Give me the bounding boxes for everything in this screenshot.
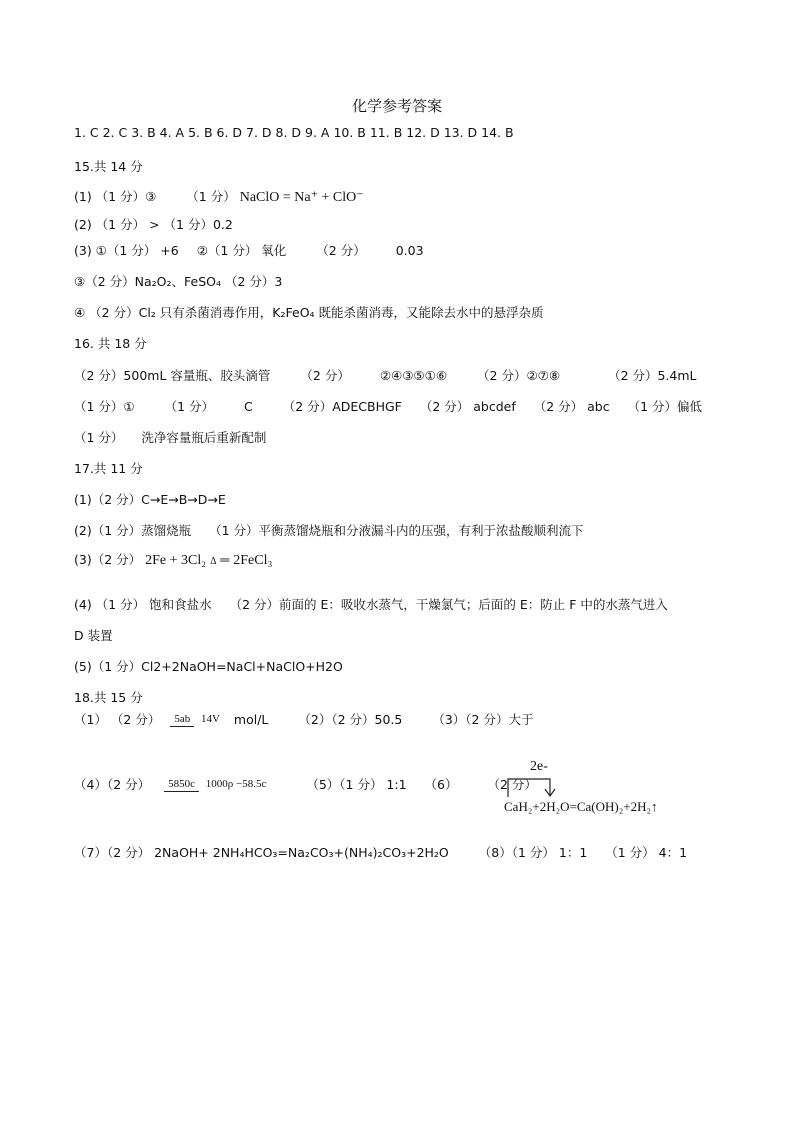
q17-reactants: 2Fe + 3Cl₂ (145, 553, 207, 568)
q18-l1b: （2）（2 分）50.5 (298, 712, 403, 727)
q16-line-2 (74, 397, 702, 415)
q18-fraction-1 (170, 712, 224, 727)
q16-l2d: （2 分）ADECBHGF (282, 399, 402, 414)
q15-l5: ④ （2 分）Cl₂ 只有杀菌消毒作用，K₂FeO₄ 既能杀菌消毒，又能除去水中的悬浮杂质 (74, 305, 544, 320)
q16-l1d: （2 分）②⑦⑧ (477, 368, 561, 383)
q15-line-1 (74, 187, 364, 206)
q15-header (74, 157, 143, 175)
q18-line-3 (74, 843, 687, 861)
q16-header-text: 16. 共 18 分 (74, 336, 147, 351)
q17-l3a: (3)（2 分） (74, 552, 142, 567)
q17-heat-sign (210, 552, 230, 567)
q17-header (74, 459, 143, 477)
q18-l2a: （4）（2 分） (74, 777, 151, 792)
q16-l1e: （2 分）5.4mL (608, 368, 697, 383)
q17-header-text: 17.共 11 分 (74, 461, 143, 476)
q16-l3b: 洗净容量瓶后重新配制 (141, 430, 267, 445)
q15-line-2 (74, 215, 233, 233)
mc-text: 1. C 2. C 3. B 4. A 5. B 6. D 7. D 8. D 9. A 10. B 11. B 12. D 13. D 14. B (74, 125, 514, 140)
q17-line-2 (74, 521, 584, 539)
page-title: 化学参考答案 (351, 97, 442, 115)
q15-l2: (2) （1 分） > （1 分）0.2 (74, 217, 233, 232)
q18-line-2 (74, 775, 537, 793)
multiple-choice-answers (74, 125, 514, 140)
q15-l3a: (3) ①（1 分） +6 (74, 243, 179, 258)
q16-line-3 (74, 428, 266, 446)
q17-line-4 (74, 595, 668, 613)
equals-symbol: ═ (220, 552, 230, 567)
q18-l1-unit: mol/L (233, 711, 269, 727)
q16-l1c: ②④③⑤①⑥ (379, 368, 448, 383)
q15-line-5 (74, 303, 544, 321)
q18-l1c: （3）（2 分）大于 (432, 712, 534, 727)
electron-transfer-arrow-icon (494, 773, 574, 799)
q18-l1a: （1） （2 分） (74, 712, 161, 727)
q17-line-4-cont (74, 626, 113, 644)
q15-header-text: 15.共 14 分 (74, 159, 143, 174)
q15-l3c: （2 分） (316, 243, 366, 258)
q16-l2g: （1 分）偏低 (627, 399, 703, 414)
q17-l2b: （1 分）平衡蒸馏烧瓶和分液漏斗内的压强，有利于浓盐酸顺利流下 (209, 523, 584, 538)
q16-l2a: （1 分）① (74, 399, 135, 414)
q18-l3b: （8）（1 分） 1：1 (478, 845, 588, 860)
q16-l3a: （1 分） (74, 430, 124, 445)
q15-l3b: ②（1 分） 氧化 (196, 243, 287, 258)
q18-l3a: （7）（2 分） 2NaOH+ 2NH₄HCO₃=Na₂CO₃+(NH₄)₂CO₃+2H₂O (74, 845, 449, 860)
q18-frac1-numerator: 5ab (170, 713, 194, 727)
delta-symbol: Δ (210, 556, 217, 567)
q16-header (74, 334, 147, 352)
q18-l3c: （1 分） 4：1 (605, 845, 688, 860)
q16-l2f: （2 分） abc (533, 399, 610, 414)
q17-l1: (1)（2 分）C→E→B→D→E (74, 492, 226, 507)
q16-l2c: C (244, 399, 253, 414)
q18-line-1 (74, 710, 533, 728)
q17-l4a: (4) （1 分） 饱和食盐水 (74, 597, 212, 612)
q17-l5: (5)（1 分）Cl2+2NaOH=NaCl+NaClO+H2O (74, 659, 343, 674)
q18-frac2-denominator: 1000ρ −58.5c (205, 777, 267, 790)
q18-l2d: （2 分） (487, 777, 537, 792)
q18-frac1-denominator: 14V (200, 712, 220, 725)
electron-transfer-diagram (494, 759, 684, 819)
q16-l1b: （2 分） (300, 368, 350, 383)
q15-l1a: (1) （1 分）③ (74, 189, 157, 204)
q18-fraction-2 (164, 777, 270, 792)
q15-line-3 (74, 241, 424, 259)
q15-l4: ③（2 分）Na₂O₂、FeSO₄ （2 分）3 (74, 274, 283, 289)
q15-l1b: （1 分） (186, 189, 236, 204)
q18-header (74, 688, 143, 706)
q16-l2b: （1 分） (164, 399, 215, 414)
q18-l2b: （5）（1 分） 1:1 (306, 777, 407, 792)
q18-header-text: 18.共 15 分 (74, 690, 143, 705)
q18-l2c: （6） (424, 777, 458, 792)
q17-products: 2FeCl₃ (233, 553, 273, 568)
q15-l3d: 0.03 (395, 243, 424, 258)
electron-count-label: 2e- (530, 759, 548, 774)
q17-line-1 (74, 490, 226, 508)
q17-line-5 (74, 657, 343, 675)
q17-l2a: (2)（1 分）蒸馏烧瓶 (74, 523, 192, 538)
q15-line-4 (74, 272, 282, 290)
q16-l1a: （2 分）500mL 容量瓶、胶头滴管 (74, 368, 271, 383)
cah2-equation: CaH₂+2H₂O=Ca(OH)₂+2H₂↑ (504, 799, 658, 814)
q17-l4b: （2 分）前面的 E：吸收水蒸气，干燥氯气；后面的 E：防止 F 中的水蒸气进入 (229, 597, 668, 612)
q18-frac2-numerator: 5850c (164, 778, 199, 792)
q16-line-1 (74, 366, 697, 384)
q17-l4c: D 装置 (74, 628, 113, 643)
q17-line-3 (74, 550, 272, 569)
q15-ionization-eq: NaClO = Na⁺ + ClO⁻ (239, 190, 364, 205)
q16-l2e: （2 分） abcdef (419, 399, 516, 414)
